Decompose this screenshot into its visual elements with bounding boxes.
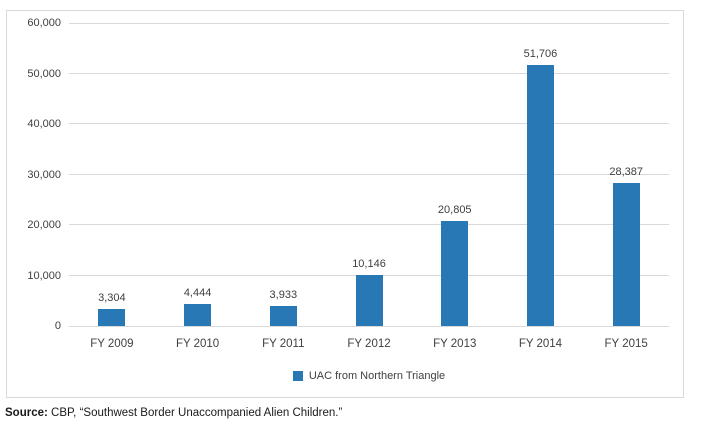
- bar-slot: [240, 23, 326, 326]
- bar-slot: [412, 23, 498, 326]
- x-tick-label: FY 2015: [604, 338, 648, 350]
- chart-frame: [6, 10, 684, 398]
- legend-label: UAC from Northern Triangle: [308, 370, 446, 382]
- x-axis-line: [69, 326, 669, 327]
- bar-slot: [326, 23, 412, 326]
- x-axis-labels: [69, 338, 669, 354]
- y-tick-label: 30,000: [27, 168, 61, 181]
- source-text: CBP, “Southwest Border Unaccompanied Alien Children.”: [47, 407, 343, 419]
- x-tick-label: FY 2011: [262, 338, 305, 350]
- bar-slot: [69, 23, 155, 326]
- x-tick-label: FY 2013: [433, 338, 477, 350]
- x-tick-label: FY 2012: [347, 338, 391, 350]
- bar-value-label: 20,805: [437, 203, 472, 216]
- legend-swatch-icon: [293, 371, 303, 381]
- bar-fy-2015: [613, 183, 640, 326]
- bar-fy-2010: [184, 304, 211, 326]
- x-tick-label: FY 2010: [175, 338, 220, 350]
- x-tick-label: FY 2009: [90, 338, 134, 350]
- x-tick-label: FY 2014: [518, 338, 563, 350]
- bar-value-label: 28,387: [609, 165, 643, 178]
- y-tick-label: 20,000: [27, 219, 61, 231]
- bars-row: [69, 23, 669, 326]
- bar-value-label: 51,706: [523, 47, 558, 60]
- y-tick-label: 10,000: [27, 269, 61, 282]
- bar-value-label: 3,304: [98, 292, 126, 305]
- bar-fy-2012: [356, 275, 383, 326]
- y-axis: [7, 17, 61, 332]
- legend: [69, 370, 669, 382]
- bar-fy-2014: [527, 65, 554, 326]
- bar-fy-2013: [441, 221, 468, 326]
- source-note: [5, 407, 342, 419]
- source-prefix: Source:: [5, 407, 48, 419]
- bar-value-label: 3,933: [269, 289, 298, 302]
- bar-slot: [155, 23, 241, 326]
- y-tick-label: 50,000: [27, 67, 61, 80]
- bar-slot: [498, 23, 584, 326]
- bar-fy-2011: [270, 306, 297, 326]
- bar-value-label: 4,444: [183, 286, 212, 299]
- bar-slot: [583, 23, 669, 326]
- bar-fy-2009: [98, 309, 125, 326]
- bar-value-label: 10,146: [352, 257, 386, 270]
- plot-area: [69, 23, 669, 326]
- y-tick-label: 40,000: [27, 118, 61, 130]
- y-tick-label: 0: [54, 320, 61, 332]
- y-tick-label: 60,000: [27, 17, 61, 29]
